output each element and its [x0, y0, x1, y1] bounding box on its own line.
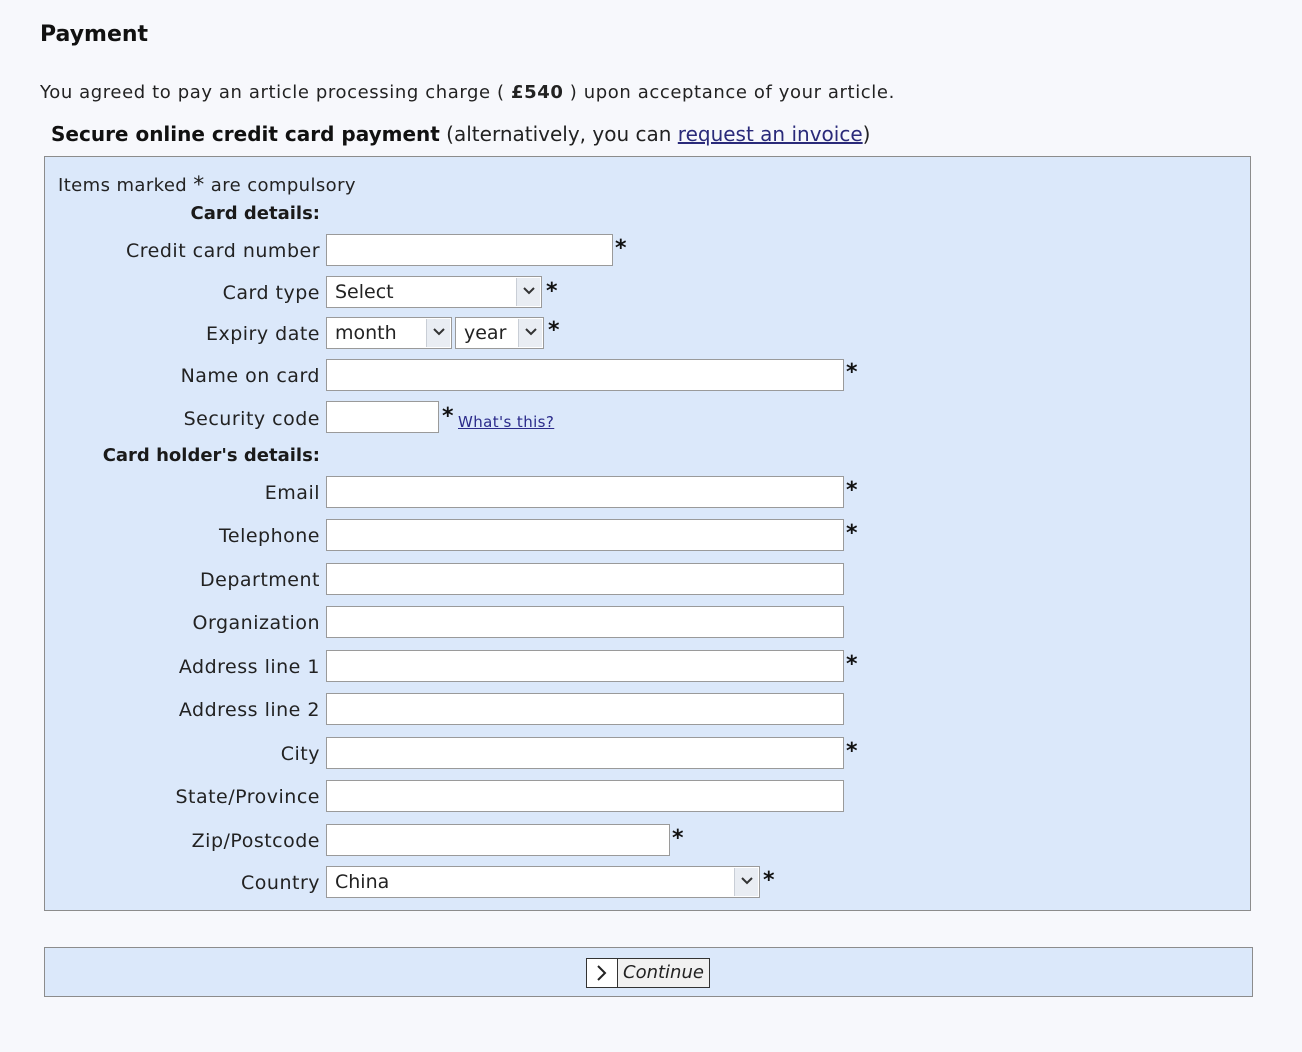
continue-button[interactable]: [586, 958, 710, 988]
chevron-down-icon: [516, 278, 540, 306]
address-line-1-label: Address line 1: [178, 656, 320, 678]
request-invoice-link[interactable]: request an invoice: [677, 122, 863, 146]
card-type-label: Card type: [222, 282, 320, 304]
chevron-down-icon: [426, 319, 450, 347]
required-marker: *: [846, 739, 858, 764]
state-province-input[interactable]: [326, 780, 844, 812]
city-label: City: [280, 743, 320, 765]
card-details-heading: Card details:: [190, 203, 320, 224]
chevron-down-icon: [734, 868, 758, 896]
card-number-label: Credit card number: [126, 240, 320, 262]
required-marker: *: [846, 360, 858, 385]
expiry-month-value: month: [335, 322, 397, 344]
intro-text-end: ) upon acceptance of your article.: [563, 82, 895, 103]
chevron-right-icon: [587, 959, 618, 987]
required-marker: *: [442, 404, 454, 429]
whats-this-link[interactable]: What's this?: [458, 413, 555, 431]
expiry-year-value: year: [464, 322, 507, 344]
required-star: *: [193, 173, 205, 198]
continue-button-label: Continue: [623, 962, 704, 983]
department-label: Department: [200, 569, 320, 591]
state-province-label: State/Province: [175, 786, 320, 808]
required-marker: *: [672, 826, 684, 851]
required-marker: *: [846, 478, 858, 503]
secure-payment-title: Secure online credit card payment: [51, 122, 440, 146]
telephone-label: Telephone: [219, 525, 320, 547]
required-marker: *: [846, 521, 858, 546]
email-label: Email: [264, 482, 320, 504]
card-holder-heading: Card holder's details:: [102, 445, 320, 466]
name-on-card-input[interactable]: [326, 359, 844, 391]
zip-postcode-label: Zip/Postcode: [191, 830, 320, 852]
note-text-end: are compulsory: [204, 175, 356, 196]
required-marker: *: [548, 318, 560, 343]
card-type-value: Select: [335, 281, 394, 303]
required-marker: *: [546, 279, 558, 304]
required-marker: *: [846, 652, 858, 677]
note-text: Items marked: [58, 175, 194, 196]
zip-postcode-input[interactable]: [326, 824, 670, 856]
security-code-label: Security code: [183, 408, 320, 430]
expiry-year-select[interactable]: [455, 317, 544, 349]
card-type-select[interactable]: [326, 276, 542, 308]
country-label: Country: [241, 872, 320, 894]
compulsory-note: [58, 172, 356, 197]
expiry-month-select[interactable]: [326, 317, 452, 349]
address-line-1-input[interactable]: [326, 650, 844, 682]
charge-statement: [40, 82, 895, 103]
department-input[interactable]: [326, 563, 844, 595]
address-line-2-label: Address line 2: [178, 699, 320, 721]
alternative-text: (alternatively, you can: [439, 122, 678, 146]
name-on-card-label: Name on card: [180, 365, 320, 387]
secure-payment-heading: [51, 122, 870, 146]
intro-text-start: You agreed to pay an article processing charge (: [40, 82, 511, 103]
telephone-input[interactable]: [326, 519, 844, 551]
page-title: Payment: [40, 22, 149, 47]
security-code-input[interactable]: [326, 401, 439, 433]
country-value: China: [335, 871, 390, 893]
country-select[interactable]: [326, 866, 760, 898]
alternative-text-end: ): [862, 122, 871, 146]
required-marker: *: [615, 236, 627, 261]
card-number-input[interactable]: [326, 234, 613, 266]
organization-label: Organization: [192, 612, 320, 634]
address-line-2-input[interactable]: [326, 693, 844, 725]
chevron-down-icon: [518, 319, 542, 347]
expiry-date-label: Expiry date: [205, 323, 320, 345]
organization-input[interactable]: [326, 606, 844, 638]
city-input[interactable]: [326, 737, 844, 769]
email-input[interactable]: [326, 476, 844, 508]
charge-amount: £540: [510, 82, 564, 103]
required-marker: *: [763, 868, 775, 893]
